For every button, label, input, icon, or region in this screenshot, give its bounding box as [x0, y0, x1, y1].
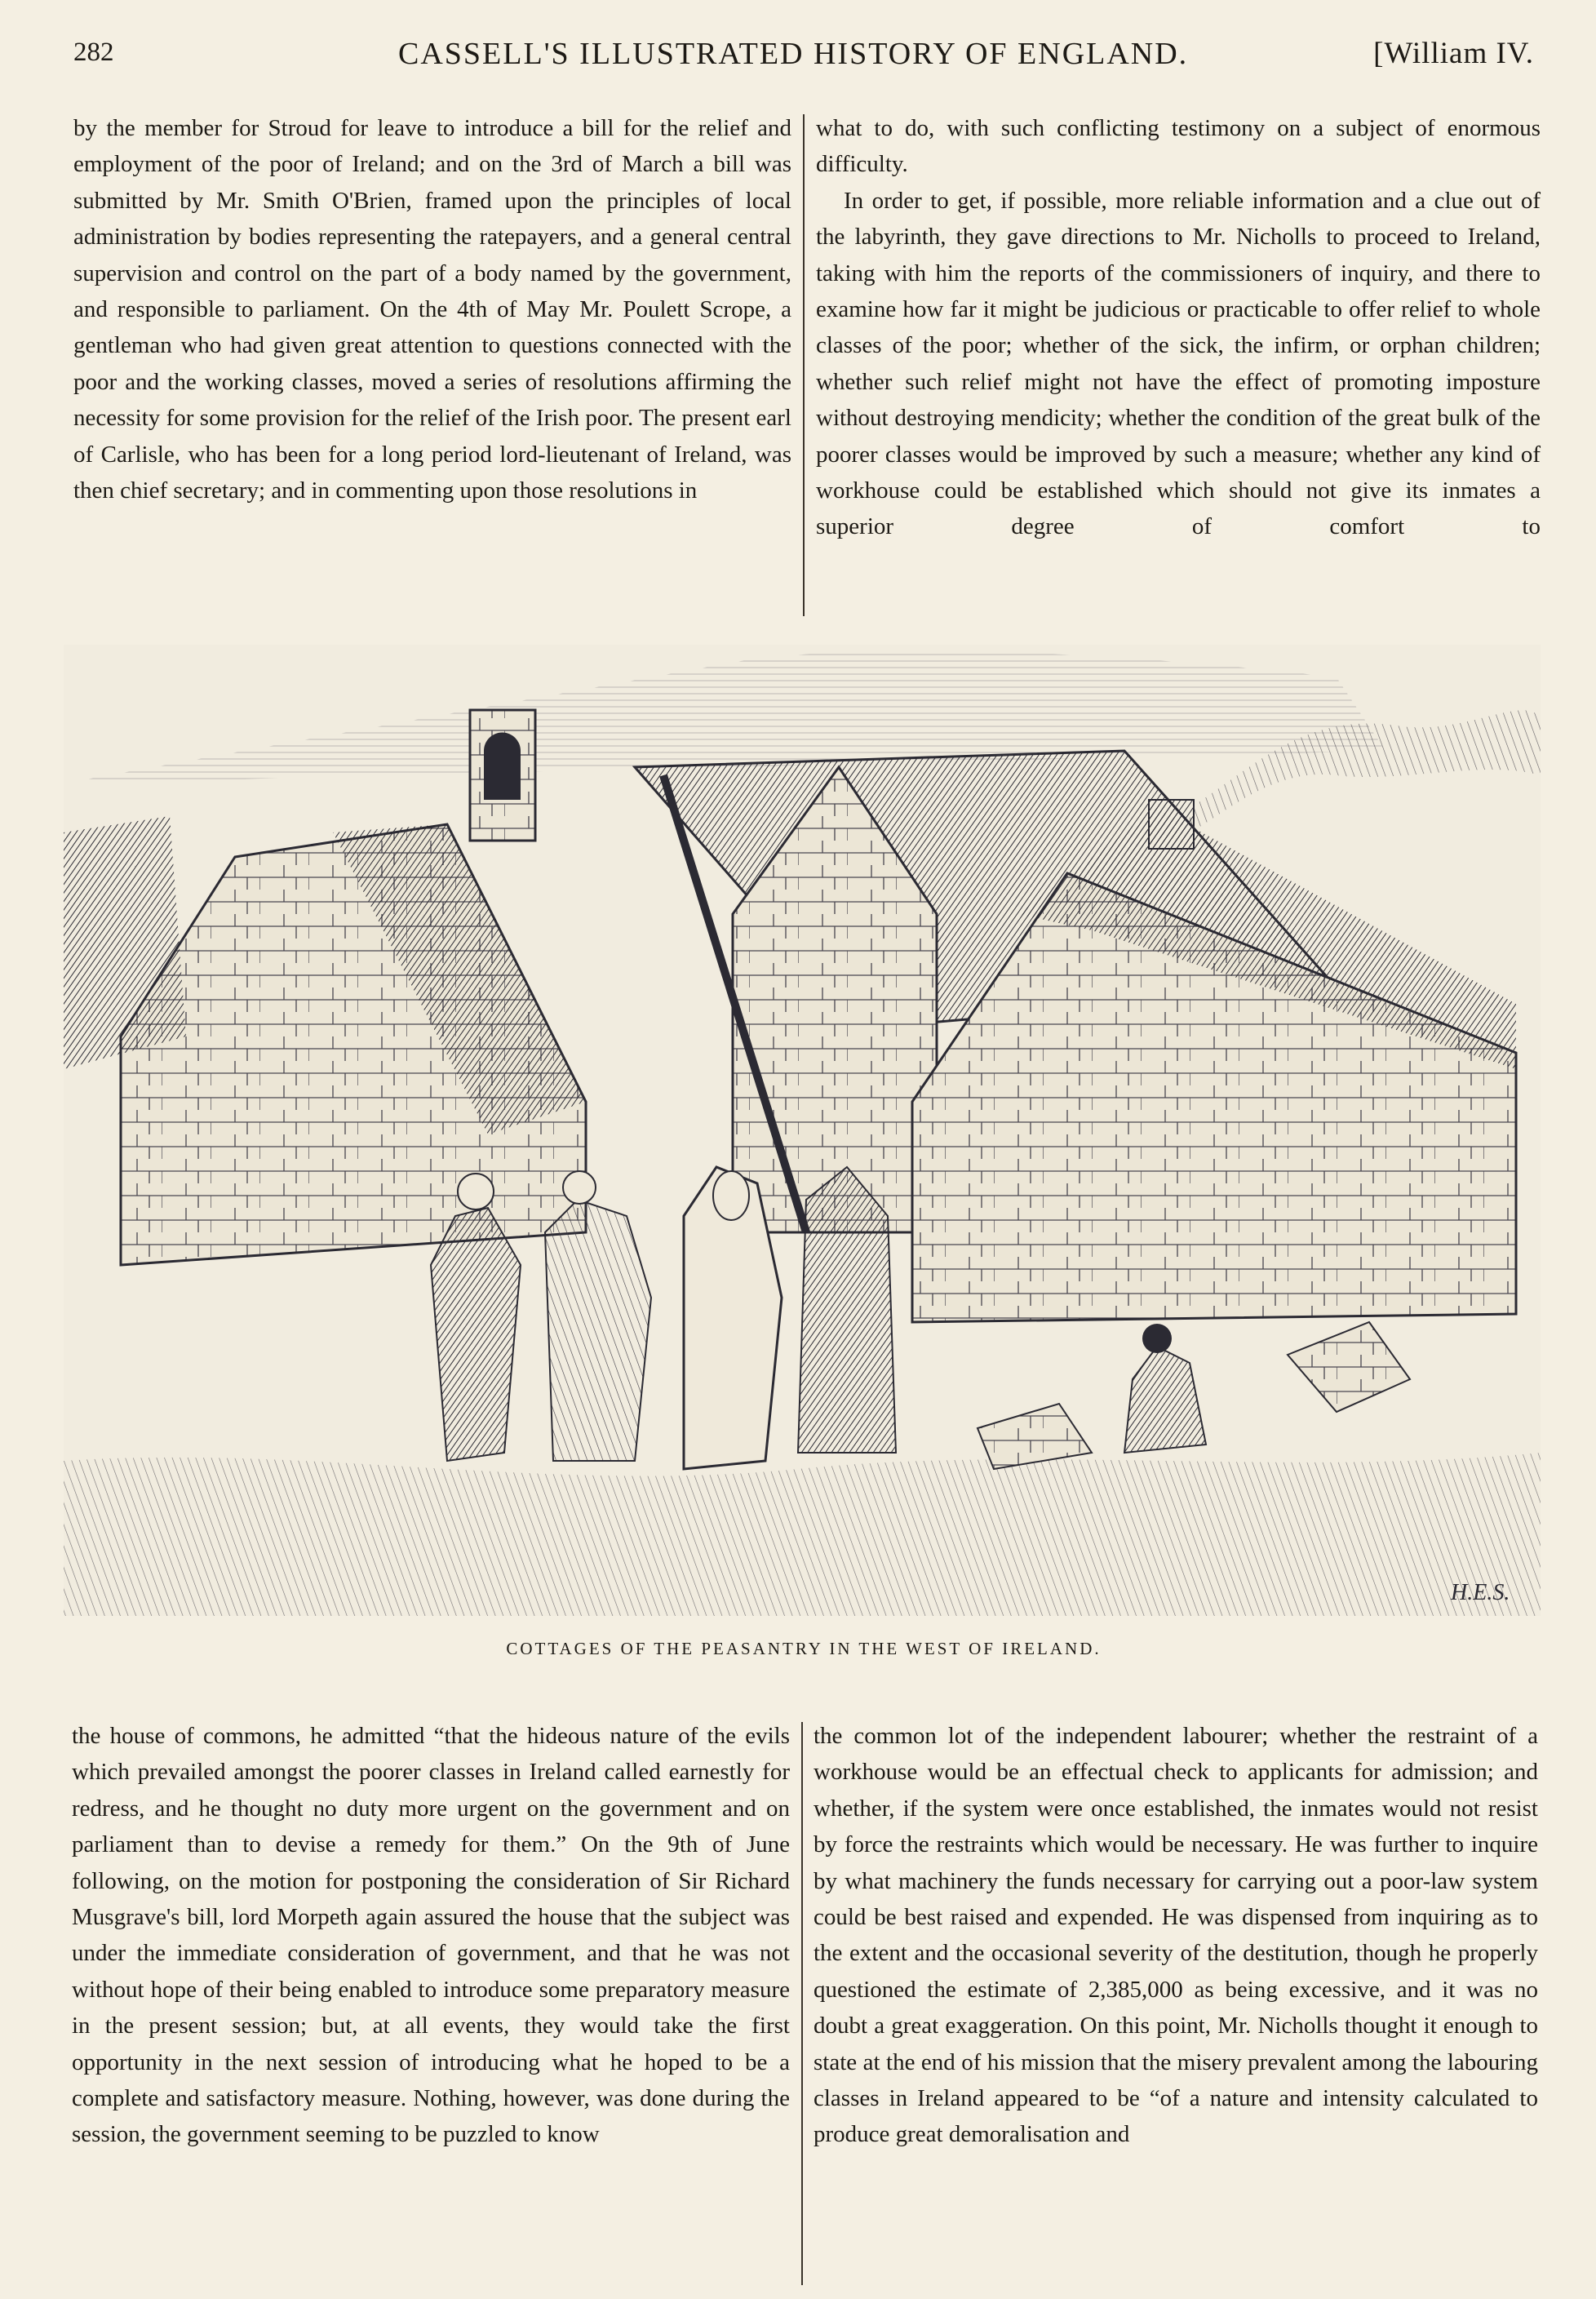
section-reference: [William IV.	[1373, 37, 1534, 70]
engraver-signature: H.E.S.	[1451, 1580, 1510, 1605]
paragraph: what to do, with such conflicting testimony on a subject of enormous difficulty.	[816, 115, 1541, 178]
top-right-column	[816, 110, 1541, 545]
paragraph: the house of commons, he admitted “that the hideous nature of the evils which prevailed amongst the poorer classes in Ireland called earnestly for redress, and he thought no duty more urgent on the government and on parliament than to devise a remedy for them.” On the 9th of June following, on the motion for postponing the consideration of Sir Richard Musgrave's bill, lord Morpeth again assured the house that the subject was under the immediate consideration of government, and that he was not without hope of their being enabled to introduce some preparatory measure in the present session; but, at all events, they would take the first opportunity in the next session of introducing what he hoped to be a complete and satisfactory measure. Nothing, however, was done during the session, the government seeming to be puzzled to know	[72, 1723, 790, 2148]
top-left-column	[73, 110, 791, 508]
bottom-right-column	[814, 1718, 1538, 2153]
page-header	[73, 33, 1534, 82]
bell-tower	[470, 710, 535, 841]
illustration-caption: COTTAGES OF THE PEASANTRY IN THE WEST OF IRELAND.	[506, 1639, 1102, 1658]
paragraph: the common lot of the independent labourer; whether the restraint of a workhouse would be an effectual check to applicants for admission; and whether, if the system were once established, the inmates would not resist by force the restraints which would be necessary. He was further to inquire by what machinery the funds necessary for carrying out a poor-law system could be best raised and expended. He was dispensed from inquiring as to the extent and the occasional severity of the destitution, though he properly questioned the estimate of 2,385,000 as being excessive, and it was no doubt a great exaggeration. On this point, Mr. Nicholls thought it enough to state at the end of his mission that the misery prevalent among the labouring classes in Ireland appeared to be “of a nature and intensity calculated to produce great demoralisation and	[814, 1723, 1538, 2148]
running-title: CASSELL'S ILLUSTRATED HISTORY OF ENGLAND.	[398, 37, 1189, 71]
paragraph: In order to get, if possible, more reliable information and a clue out of the labyrinth, they gave directions to Mr. Nicholls to proceed to Ireland, taking with him the reports of the commissioners of inquiry, and there to examine how far it might be judicious or practicable to offer relief to whole classes of the poor; whether of the sick, the infirm, or orphan children; whether such relief might not have the effect of promoting imposture without destroying mendicity; whether the condition of the great bulk of the poorer classes would be improved by such a measure; whether any kind of workhouse could be established which should not give its inmates a superior degree of comfort to	[816, 187, 1541, 540]
bottom-column-divider	[801, 1722, 803, 2285]
page-number: 282	[73, 38, 114, 67]
cottages-engraving	[64, 645, 1541, 1616]
bottom-left-column	[72, 1718, 790, 2153]
paragraph: by the member for Stroud for leave to introduce a bill for the relief and employment of the poor of Ireland; and on the 3rd of March a bill was submitted by Mr. Smith O'Brien, framed upon the principles of local administration by bodies representing the ratepayers, and a general central supervision and control on the part of a body named by the government, and responsible to parliament. On the 4th of May Mr. Poulett Scrope, a gentleman who had given great attention to questions connected with the poor and the working classes, moved a series of resolutions affirming the necessity for some provision for the relief of the Irish poor. The present earl of Carlisle, who has been for a long period lord-lieutenant of Ireland, was then chief secretary; and in commenting upon those resolutions in	[73, 115, 791, 504]
top-column-divider	[803, 114, 805, 616]
